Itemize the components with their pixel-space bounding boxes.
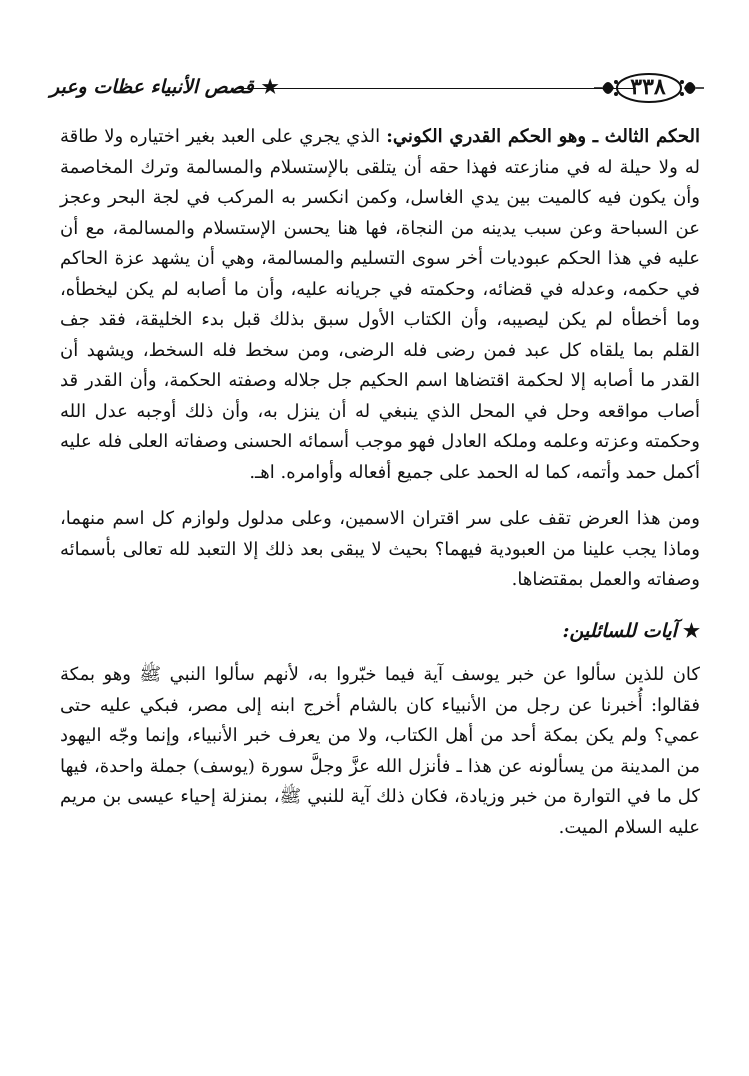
section-heading [60,616,700,647]
paragraph-yusuf-sign: كان للذين سألوا عن خبر يوسف آية فيما خبّروا به، لأنهم سألوا النبي ﷺ وهو بمكة فقالوا: أُخبرنا عن رجل من الأنبياء كان بالشام أخرج ابنه إلى مصر، فبكي عليه حتى عمي؟ ولم يكن بمكة أحد من أهل الكتاب، ولا من يعرف خبر الأنبياء، وإنما وجّه اليهود من المدينة من يسألونه عن هذا ـ فأنزل الله عزَّ وجلَّ سورة (يوسف) جملة واحدة، فيها كل ما في التوارة من خبر وزيادة، فكان ذلك آية للنبي ﷺ، بمنزلة إحياء عيسى بن مريم عليه السلام الميت. [60,664,700,838]
paragraph-third-ruling [60,122,700,488]
section-heading-text: آيات للسائلين: [562,619,677,642]
paragraph-two-names: ومن هذا العرض تقف على سر اقتران الاسمين، وعلى مدلول ولوازم كل اسم منهما، وماذا يجب علينا من العبودية فيهما؟ بحيث لا يبقى بعد ذلك إلا التعبد لله تعالى بأسمائه وصفاته والعمل بمقتضاها. [60,508,700,590]
running-book-title [50,74,279,100]
paragraph-lead: الحكم الثالث ـ وهو الحكم القدري الكوني: [386,126,701,147]
star-icon: ★ [682,619,700,642]
book-title-text: قصص الأنبياء عظات وعبر [50,76,254,98]
paragraph-text: الذي يجري على العبد بغير اختياره ولا طاقة له ولا حيلة له في منازعته فهذا حقه أن يتلقى بالإستسلام والمسالمة وترك المخاصمة وأن يكون فيه كالميت بين يدي الغاسل، وكمن انكسر به المركب في لجة البحر وعجز عن السباحة وعن سبب يدينه من النجاة، فها هنا يحسن الإستسلام والمسالمة، مع أن عليه في هذا الحكم عبوديات أخر سوى التسليم والمسالمة، وهي أن يشهد عزة الحاكم في حكمه، وعدله في قضائه، وحكمته في جريانه عليه، وأن ما أصابه لم يكن ليخطأه، وما أخطأه لم يكن ليصيبه، وأن الكتاب الأول سبق بذلك قبل بدء الخليقة، فقد جف القلم بما يلقاه كل عبد فمن رضى فله الرضى، ومن سخط فله السخط، ويشهد أن القدر ما أصابه إلا لحكمة اقتضاها اسم الحكيم جل جلاله وصفته الحكمة، وأن القدر قد أصاب مواقعه وحل في المحل الذي ينبغي له أن ينزل به، وأن ذلك أوجبه عدل الله وحكمته وعزته وعلمه وملكه العادل فهو موجب أسمائه الحسنى وصفاته العلى فله عليه أكمل حمد وأتمه، كما له الحمد على جميع أفعاله وأوامره. اهـ. [60,126,700,483]
header-rule [236,88,636,89]
page-body [60,122,700,843]
page-number: ٣٣٨ [630,74,666,100]
page-header [50,68,704,108]
star-icon: ★ [261,76,279,98]
